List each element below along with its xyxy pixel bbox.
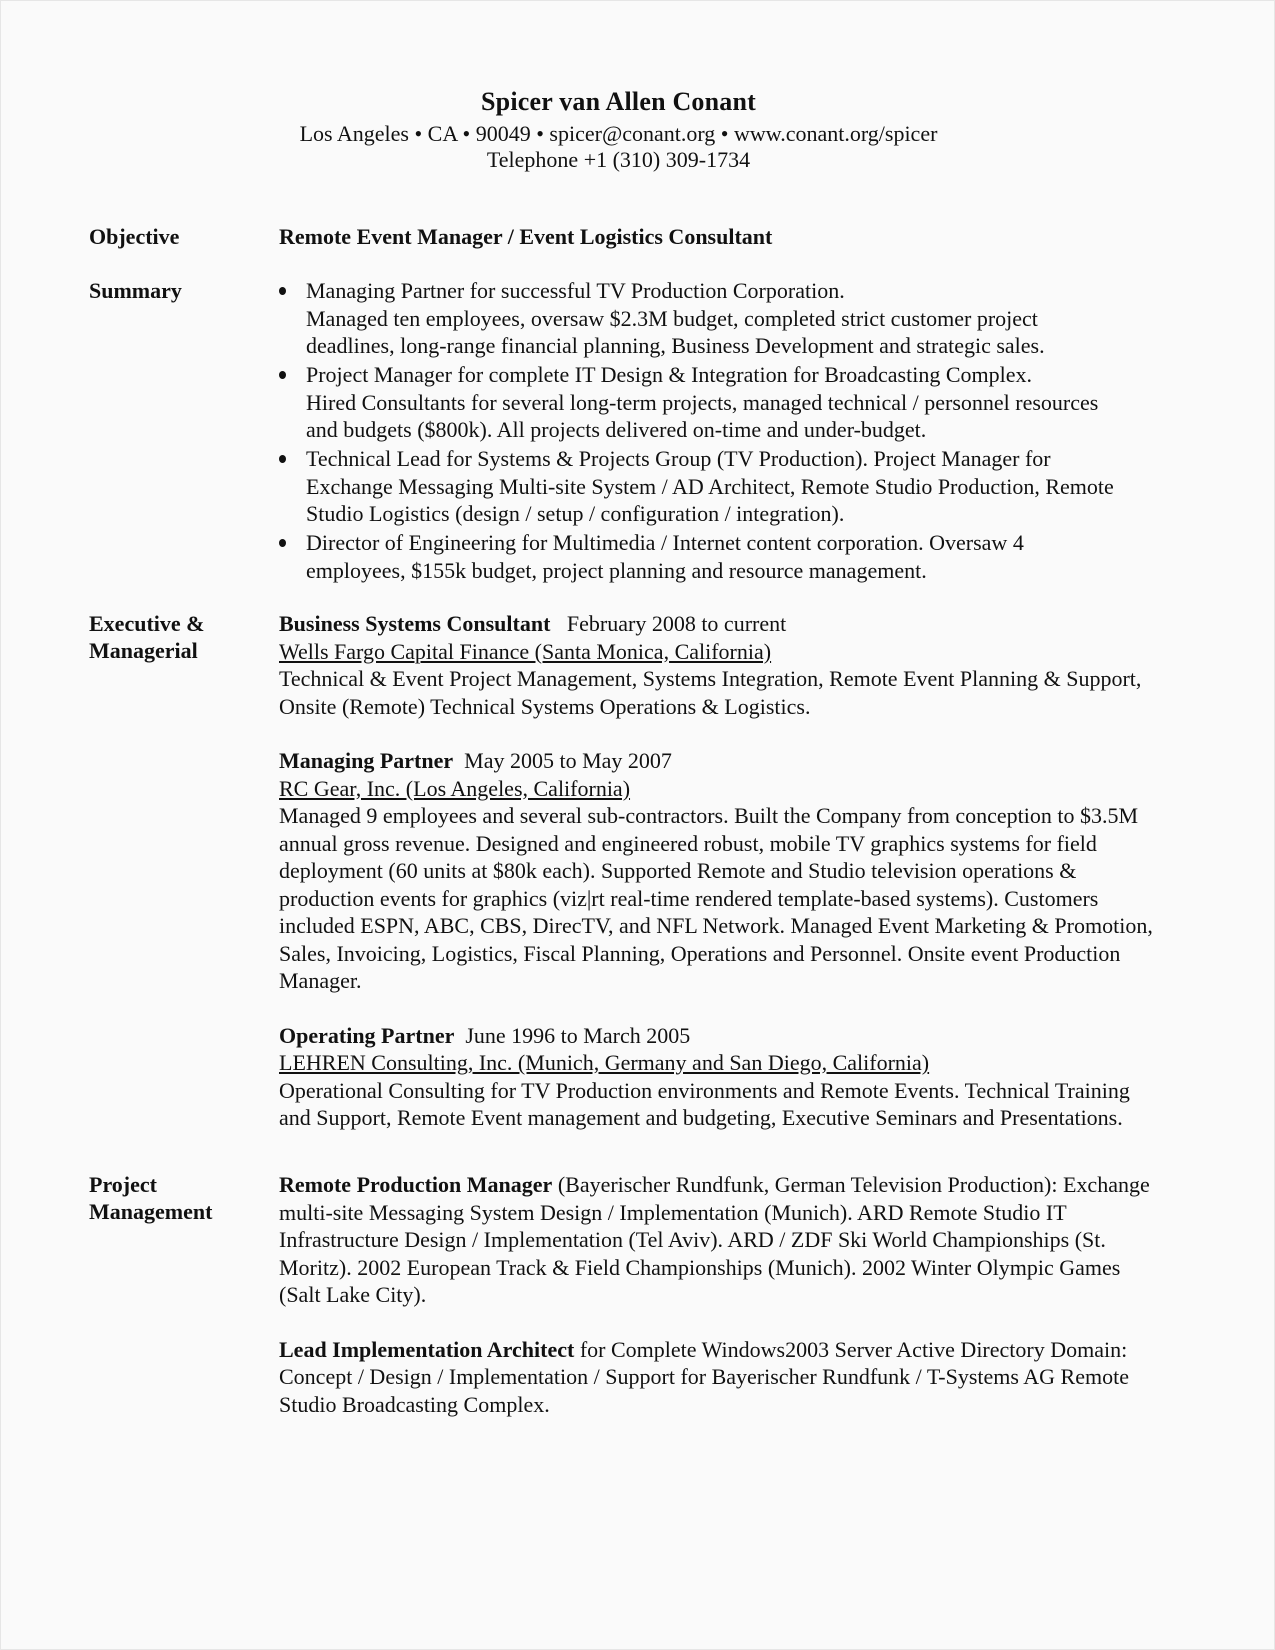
job-entry — [279, 610, 1159, 720]
job-title: Business Systems Consultant — [279, 611, 551, 636]
contact-line: Los Angeles • CA • 90049 • spicer@conant.org • www.conant.org/spicer — [299, 121, 938, 146]
pm-label-line1: Project — [89, 1172, 157, 1197]
job-company: RC Gear, Inc. (Los Angeles, California) — [279, 775, 631, 801]
project-management-label — [89, 1171, 259, 1225]
executive-label-line1: Executive & — [89, 611, 205, 636]
objective-text: Remote Event Manager / Event Logistics Consultant — [279, 224, 773, 249]
candidate-name: Spicer van Allen Conant — [481, 87, 756, 116]
job-company: Wells Fargo Capital Finance (Santa Monica, California) — [279, 638, 772, 664]
summary-item — [271, 277, 1121, 360]
objective-label: Objective — [89, 224, 180, 249]
project-entry — [279, 1171, 1159, 1309]
executive-label — [89, 610, 259, 664]
job-title: Managing Partner — [279, 748, 454, 773]
job-company: LEHREN Consulting, Inc. (Munich, Germany and San Diego, California) — [279, 1050, 930, 1075]
job-description: Technical & Event Project Management, Systems Integration, Remote Event Planning & Support, Onsite (Remote) Technical Systems Operations & Logistics. — [279, 666, 1142, 719]
project-description: (Bayerischer Rundfunk, German Television Production): Exchange multi-site Messaging System Design / Implementation (Munich). ARD Remote Studio IT Infrastructure Design / Implementation (Tel Aviv). ARD / ZDF Ski World Championships (St. Moritz). 2002 European Track & Field Championships (Munich). 2002 Winter Olympic Games (Salt Lake City). — [279, 1172, 1150, 1307]
summary-item — [271, 361, 1121, 444]
summary-item-headline: Director of Engineering for Multimedia / Internet content corporation. Oversaw 4 employees, $155k budget, project planning and resource management. — [306, 530, 1024, 583]
summary-item-detail: Hired Consultants for several long-term projects, managed technical / personnel resources and budgets ($800k). All projects delivered on-time and under-budget. — [306, 389, 1099, 442]
bullet-icon — [279, 539, 286, 547]
job-description: Managed 9 employees and several sub-contractors. Built the Company from conception to $3.5M annual gross revenue. Designed and engineered robust, mobile TV graphics systems for field deployment (60 units at $80k each). Supported Remote and Studio television operations & production events for graphics (viz|rt real-time rendered template-based systems). Customers included ESPN, ABC, CBS, DirecTV, and NFL Network. Managed Event Marketing & Promotion, Sales, Invoicing, Logistics, Fiscal Planning, Operations and Personnel. Onsite event Production Manager. — [279, 803, 1153, 993]
job-title: Operating Partner — [279, 1022, 455, 1048]
project-management-content — [279, 1171, 1159, 1445]
summary-item — [271, 529, 1121, 584]
executive-content — [279, 610, 1159, 1159]
project-entry — [279, 1336, 1159, 1419]
summary-item-detail: Managed ten employees, oversaw $2.3M budget, completed strict customer project deadlines, long-range financial planning, Business Development and strategic sales. — [306, 305, 1045, 358]
summary-content — [271, 277, 1121, 586]
job-description: Operational Consulting for TV Production environments and Remote Events. Technical Training and Support, Remote Event management and budgeting, Executive Seminars and Presentations. — [279, 1077, 1130, 1130]
bullet-icon — [279, 287, 286, 295]
job-entry — [279, 747, 1159, 995]
project-title: Remote Production Manager — [279, 1172, 553, 1197]
summary-item — [271, 445, 1121, 528]
executive-label-line2: Managerial — [89, 638, 198, 663]
summary-item-headline: Technical Lead for Systems & Projects Group (TV Production). Project Manager for Exchange Messaging Multi-site System / AD Architect, Remote Studio Production, Remote Studio Logistics (design / setup / configuration / integration). — [306, 446, 1114, 526]
job-entry — [279, 1022, 1159, 1132]
summary-item-headline: Project Manager for complete IT Design & Integration for Broadcasting Complex. — [306, 362, 1032, 387]
project-description: for Complete Windows2003 Server Active Directory Domain: Concept / Design / Implementation / Support for Bayerischer Rundfunk / T-Systems AG Remote Studio Broadcasting Complex. — [279, 1336, 1129, 1417]
project-title: Lead Implementation Architect — [279, 1336, 575, 1362]
pm-label-line2: Management — [89, 1199, 213, 1224]
job-dates: May 2005 to May 2007 — [464, 748, 672, 773]
bullet-icon — [279, 371, 286, 379]
job-dates: February 2008 to current — [566, 611, 787, 636]
summary-item-headline: Managing Partner for successful TV Production Corporation. — [306, 278, 845, 303]
job-dates: June 1996 to March 2005 — [465, 1022, 691, 1048]
summary-label: Summary — [89, 278, 182, 303]
telephone: Telephone +1 (310) 309-1734 — [486, 147, 751, 172]
summary-list — [271, 277, 1121, 584]
bullet-icon — [279, 455, 286, 463]
